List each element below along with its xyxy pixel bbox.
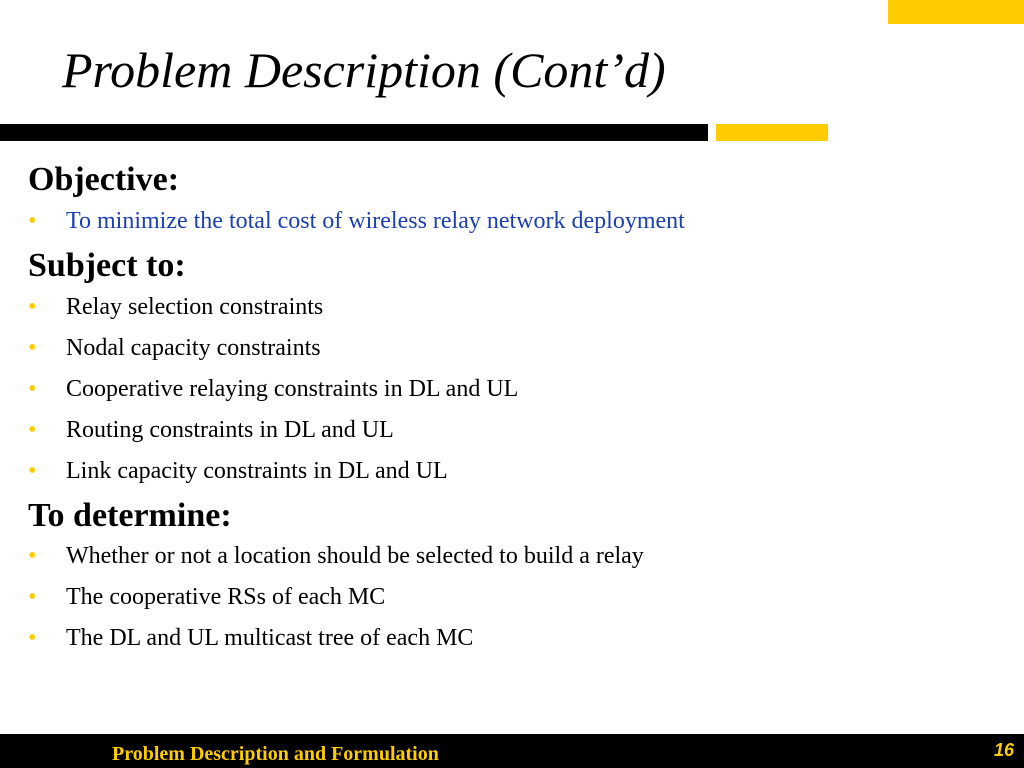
- bullet-item: [28, 328, 988, 369]
- bullet-text: To minimize the total cost of wireless relay network deployment: [66, 207, 685, 234]
- section-to-determine: [28, 496, 988, 660]
- slide-title: Problem Description (Cont’d): [62, 42, 666, 98]
- bullet-item: [28, 201, 988, 242]
- bullet-item: [28, 287, 988, 328]
- section-heading: To determine:: [28, 496, 232, 534]
- bullet-text: Whether or not a location should be selected to build a relay: [66, 543, 644, 570]
- corner-accent-bar: [888, 0, 1024, 24]
- bullet-icon: •: [28, 457, 37, 484]
- bullet-list: [28, 536, 988, 659]
- section-heading: Subject to:: [28, 246, 186, 284]
- bullet-item: [28, 410, 988, 451]
- section-objective: [28, 160, 988, 242]
- bullet-list: [28, 287, 988, 492]
- bullet-icon: •: [28, 207, 37, 234]
- bullet-icon: •: [28, 334, 37, 361]
- section-subject-to: [28, 246, 988, 492]
- bullet-text: The cooperative RSs of each MC: [66, 584, 386, 611]
- bullet-item: [28, 369, 988, 410]
- bullet-item: [28, 451, 988, 492]
- bullet-icon: •: [28, 375, 37, 402]
- bullet-icon: •: [28, 625, 37, 652]
- bullet-icon: •: [28, 293, 37, 320]
- bullet-item: [28, 618, 988, 659]
- bullet-text: Cooperative relaying constraints in DL and UL: [66, 375, 519, 402]
- slide-footer: [0, 734, 1024, 768]
- page-number: 16: [993, 740, 1014, 760]
- section-heading: Objective:: [28, 161, 180, 198]
- footer-title: Problem Description and Formulation: [112, 743, 439, 765]
- bullet-icon: •: [28, 543, 37, 570]
- bullet-icon: •: [28, 584, 37, 611]
- bullet-item: [28, 577, 988, 618]
- bullet-text: Relay selection constraints: [66, 293, 324, 320]
- bullet-item: [28, 536, 988, 577]
- bullet-text: Nodal capacity constraints: [66, 334, 321, 361]
- bullet-list: [28, 201, 988, 242]
- bullet-text: Link capacity constraints in DL and UL: [66, 457, 448, 484]
- bullet-icon: •: [28, 416, 37, 443]
- bullet-text: Routing constraints in DL and UL: [66, 416, 394, 443]
- title-rule-black: [0, 124, 708, 141]
- slide-content: [28, 160, 988, 659]
- title-rule-accent: [716, 124, 828, 141]
- bullet-text: The DL and UL multicast tree of each MC: [66, 625, 474, 652]
